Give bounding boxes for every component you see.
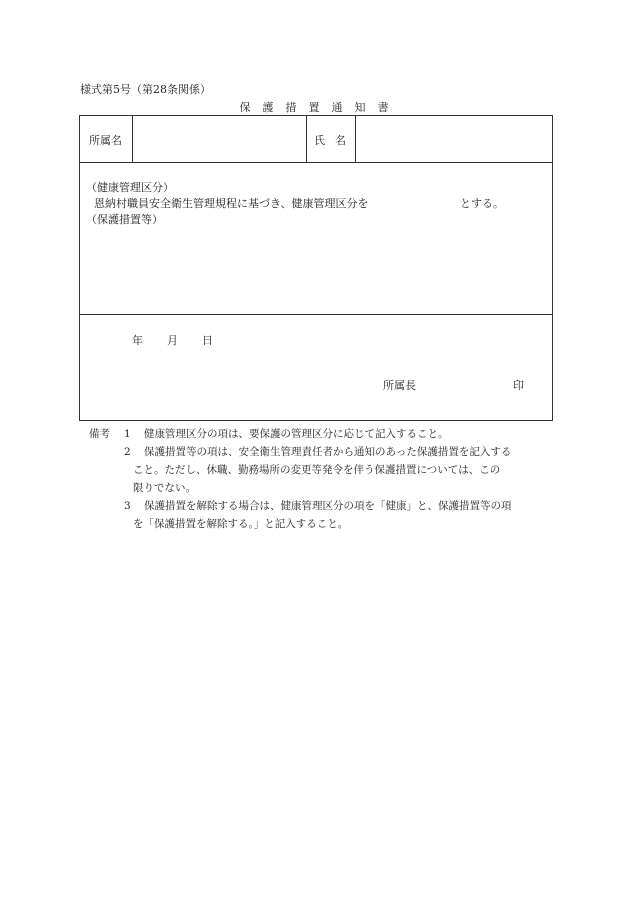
remark-item (89, 497, 559, 533)
affiliation-label: 所属名 (89, 134, 122, 147)
date-month: 月 (167, 334, 178, 347)
protective-measures-label: （保護措置等） (86, 213, 163, 226)
seal-label: 印 (513, 379, 524, 392)
date-day: 日 (202, 334, 213, 347)
remark-text: 保護措置等の項は、安全衛生管理責任者から通知のあった保護措置を記入する (144, 446, 512, 458)
name-label (314, 132, 356, 148)
remarks (89, 425, 559, 533)
remark-text: 保護措置を解除する場合は、健康管理区分の項を「健康」と、保護措置等の項 (144, 500, 512, 512)
chief-label: 所属長 (383, 379, 416, 392)
document-title (0, 99, 630, 115)
remark-number: 1 (124, 428, 131, 440)
divider (306, 116, 307, 162)
notice-form-table (79, 115, 553, 421)
remark-number: 2 (124, 446, 131, 458)
date-line (132, 332, 237, 348)
name-label-text: 氏名 (314, 134, 356, 147)
remark-number: 3 (124, 500, 131, 512)
divider (132, 116, 133, 162)
health-category-suffix: とする。 (460, 197, 504, 210)
remark-text-cont: こと。ただし、休職、勤務場所の変更等発令を伴う保護措置については、この (133, 464, 501, 476)
remark-text-cont: 限りでない。 (133, 482, 196, 494)
date-year: 年 (132, 334, 143, 347)
remarks-heading: 備考 (89, 428, 110, 440)
form-number: 様式第5号（第28条関係） (80, 83, 211, 96)
document-title-text: 保護措置通知書 (239, 101, 401, 114)
health-category-label: （健康管理区分） (86, 181, 174, 194)
remark-text: 健康管理区分の項は、要保護の管理区分に応じて記入すること。 (144, 428, 449, 440)
health-category-text: 恩納村職員安全衛生管理規程に基づき、健康管理区分を (94, 197, 369, 210)
header-row (80, 116, 552, 163)
content-row (80, 163, 552, 315)
remark-text-cont: を「保護措置を解除する。」と記入すること。 (133, 518, 349, 530)
divider (355, 116, 356, 162)
remark-item (89, 443, 559, 497)
remark-item (89, 425, 559, 443)
